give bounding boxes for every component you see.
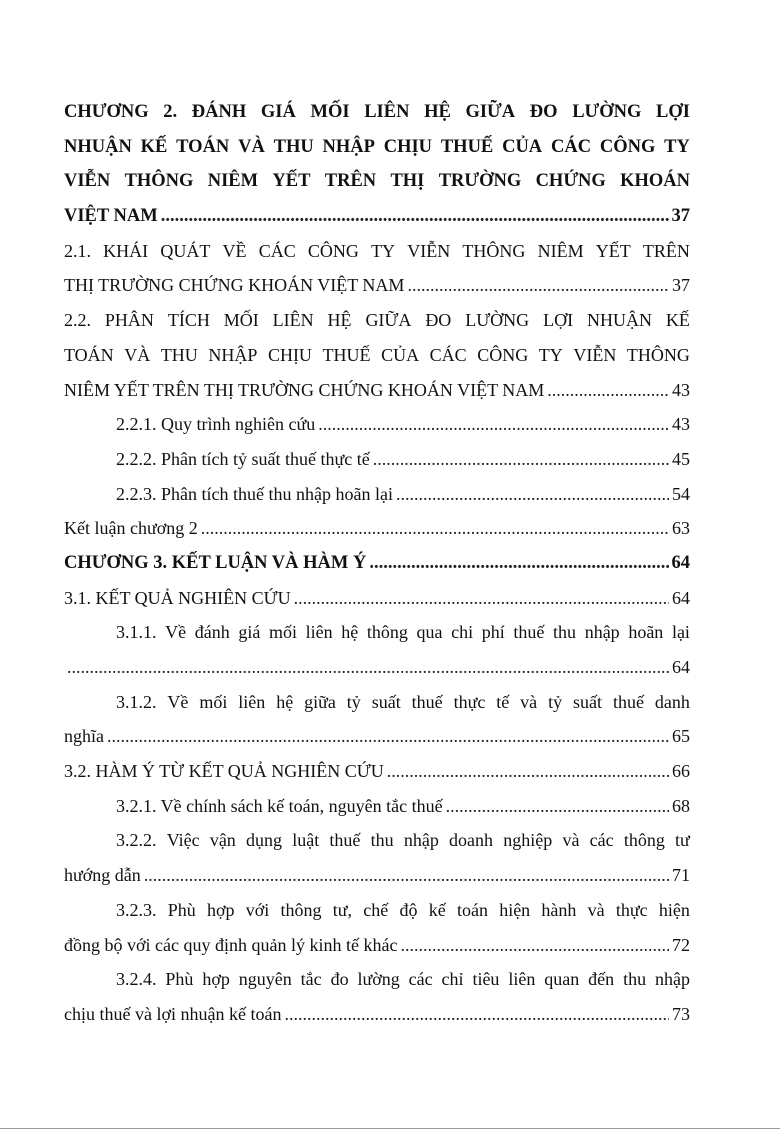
toc-page-number: 63 (672, 518, 690, 539)
toc-word: CÔNG (477, 344, 529, 365)
toc-line-s21-l2[interactable] (64, 268, 690, 303)
toc-word: TÍCH (167, 310, 210, 331)
toc-word: hành (541, 899, 577, 920)
toc-word: LIÊN (272, 310, 314, 331)
toc-word: thu (623, 969, 647, 990)
toc-word: VIỄN (407, 240, 451, 261)
toc-word: THUẾ (440, 136, 494, 157)
toc-line-text (64, 303, 690, 338)
toc-word: hiện (499, 899, 531, 920)
toc-word: lường (357, 969, 400, 990)
toc-word: nhập (584, 622, 620, 643)
toc-word: lại (671, 622, 690, 643)
toc-word: QUÁT (160, 240, 211, 261)
toc-word: chế (363, 899, 389, 920)
toc-word: LIÊN (364, 102, 410, 122)
toc-word: độ (399, 899, 418, 920)
toc-word: luật (292, 830, 320, 851)
toc-word: liên (238, 691, 266, 712)
toc-word: hoãn (628, 622, 664, 643)
toc-word: hệ (341, 622, 359, 643)
toc-word: CHỊU (267, 344, 312, 365)
dot-leader (284, 997, 669, 1032)
toc-word: quan (544, 969, 580, 990)
toc-entry-title: đồng bộ với các quy định quản lý kinh tế khác (64, 934, 398, 955)
toc-entry-title: 2.2.2. Phân tích tỷ suất thuế thực tế (116, 448, 370, 469)
toc-word: CHỨNG (535, 171, 606, 192)
toc-line-text (116, 962, 690, 997)
toc-word: hệ (276, 691, 294, 712)
toc-word: hợp (206, 899, 235, 920)
toc-word: hiện (658, 899, 690, 920)
toc-word: tỷ (346, 691, 361, 712)
toc-word: VIỄN (64, 171, 111, 192)
toc-word: CHỊU (383, 136, 433, 157)
toc-word: CÁC (429, 344, 467, 365)
toc-word: KẾ (140, 136, 168, 157)
toc-page-number: 54 (672, 483, 690, 504)
toc-entry-title: 3.2.1. Về chính sách kế toán, nguyên tắc thuế (116, 795, 443, 816)
toc-word: nhập (403, 830, 439, 851)
toc-word: tắc (300, 969, 322, 990)
toc-word: THÔNG (626, 344, 690, 365)
toc-line-s221[interactable] (64, 407, 690, 442)
dot-leader (107, 719, 669, 754)
toc-entry-title: 3.1. KẾT QUẢ NGHIÊN CỨU (64, 587, 291, 608)
toc-word: và (520, 691, 538, 712)
toc-word: với (245, 899, 270, 920)
toc-word: 2.1. (64, 240, 91, 261)
page-bottom-border (0, 1128, 780, 1136)
toc-word: LƯỜNG (572, 102, 642, 122)
toc-word: THU (273, 136, 314, 157)
toc-word: MỐI (223, 310, 259, 331)
toc-word: tiêu (472, 969, 500, 990)
toc-word: VÀ (124, 344, 151, 365)
toc-word: THÔNG (462, 240, 526, 261)
toc-word: liên (508, 969, 536, 990)
toc-page-number: 65 (672, 726, 690, 747)
toc-word: TRÊN (642, 240, 690, 261)
toc-entry-title: nghĩa (64, 726, 104, 747)
toc-word: 3.1.1. (116, 622, 157, 643)
toc-word: CHƯƠNG (64, 102, 149, 122)
toc-page-number: 64 (672, 657, 690, 677)
toc-word: HỆ (424, 102, 451, 122)
dot-leader (144, 858, 669, 893)
toc-word: đo (330, 969, 349, 990)
toc-word: thuế (612, 691, 644, 712)
toc-word: CÔNG (307, 240, 359, 261)
toc-word: và (562, 830, 580, 851)
toc-entry-title: 2.2.1. Quy trình nghiên cứu (116, 414, 316, 435)
toc-page-number: 64 (671, 552, 690, 573)
toc-word: mối (199, 691, 228, 712)
toc-word: PHÂN (104, 310, 154, 331)
toc-page-number: 37 (672, 275, 690, 296)
toc-word: NHẬP (208, 344, 258, 365)
dot-leader (387, 754, 669, 789)
toc-word: nguyên (238, 969, 292, 990)
toc-entry-title: NIÊM YẾT TRÊN THỊ TRƯỜNG CHỨNG KHOÁN VIỆT NAM (64, 379, 545, 400)
toc-line-ch2-l4[interactable] (64, 199, 690, 234)
toc-entry-title: Kết luận chương 2 (64, 518, 198, 539)
table-of-contents (64, 95, 690, 1032)
toc-line-s32[interactable] (64, 754, 690, 789)
toc-page-number: 43 (672, 414, 690, 435)
toc-word: 2. (163, 102, 178, 122)
toc-page-number: 68 (672, 795, 690, 816)
toc-line-s322-l2[interactable] (64, 858, 690, 893)
toc-line-s324-l2[interactable] (64, 997, 690, 1032)
toc-line-s22-l2[interactable] (64, 338, 690, 373)
toc-word: 3.2.3. (116, 899, 157, 920)
toc-word: NHUẬN (587, 310, 652, 331)
toc-word: KHOÁN (620, 171, 690, 192)
toc-entry-title: 3.2. HÀM Ý TỪ KẾT QUẢ NGHIÊN CỨU (64, 761, 384, 782)
toc-word: TOÁN (64, 344, 114, 365)
toc-line-s321[interactable] (64, 789, 690, 824)
toc-word: NIÊM (207, 171, 259, 192)
toc-word: THÔNG (124, 171, 194, 192)
toc-line-ch2-l2[interactable] (64, 130, 690, 165)
dot-leader (373, 442, 669, 477)
toc-page-number: 66 (672, 761, 690, 782)
toc-word: dụng (246, 830, 283, 851)
toc-line-s323-l1[interactable] (64, 893, 690, 928)
toc-word: NIÊM (537, 240, 584, 261)
toc-word: 3.1.2. (116, 691, 157, 712)
dot-leader (369, 546, 668, 581)
toc-word: nghiệp (503, 830, 553, 851)
toc-line-text (64, 164, 690, 199)
toc-word: ĐÁNH (191, 102, 247, 122)
toc-word: các (589, 830, 614, 851)
toc-word: ĐO (425, 310, 452, 331)
toc-word: 3.2.2. (116, 830, 157, 851)
toc-word: Về (165, 622, 187, 643)
toc-word: nhập (654, 969, 690, 990)
toc-line-text (116, 823, 690, 858)
toc-word: CỦA (502, 136, 543, 157)
toc-word: toán (456, 899, 488, 920)
toc-word: Phù (165, 969, 194, 990)
toc-line-s22-l3[interactable] (64, 373, 690, 408)
toc-line-s312-l2[interactable] (64, 719, 690, 754)
toc-word: TY (371, 240, 396, 261)
toc-line-s311-l1[interactable] (64, 615, 690, 650)
toc-word: THU (160, 344, 198, 365)
toc-word: thuế (411, 691, 443, 712)
toc-page-number: 64 (672, 587, 690, 608)
toc-word: TRÊN (324, 171, 377, 192)
toc-line-s324-l1[interactable] (64, 962, 690, 997)
toc-word: suất (573, 691, 603, 712)
toc-entry-title: VIỆT NAM (64, 206, 158, 227)
toc-word: thuế (513, 622, 545, 643)
dot-leader (161, 199, 669, 234)
toc-line-ch2-l3[interactable] (64, 164, 690, 199)
toc-word: đến (588, 969, 615, 990)
dot-leader (407, 268, 669, 303)
toc-word: hợp (202, 969, 230, 990)
dot-leader (294, 581, 669, 616)
toc-line-s322-l1[interactable] (64, 823, 690, 858)
toc-line-text (64, 338, 690, 373)
toc-line-ch3[interactable] (64, 546, 690, 581)
toc-word: thông (623, 830, 665, 851)
toc-line-s311-l2[interactable] (64, 650, 690, 685)
toc-word: giá (238, 622, 261, 643)
toc-word: thuế (329, 830, 361, 851)
toc-word: VIỄN (573, 344, 617, 365)
toc-word: tư, (332, 899, 353, 920)
toc-word: thông (280, 899, 322, 920)
toc-word: TRƯỜNG (438, 171, 522, 192)
toc-word: tế (496, 691, 510, 712)
toc-line-s312-l1[interactable] (64, 685, 690, 720)
toc-word: chỉ (441, 969, 464, 990)
toc-word: GIỮA (465, 102, 516, 122)
toc-line-s222[interactable] (64, 442, 690, 477)
toc-word: CÔNG (599, 136, 656, 157)
toc-word: LƯỜNG (465, 310, 530, 331)
toc-line-text (64, 130, 690, 165)
toc-word: liên (305, 622, 333, 643)
toc-word: YẾT (595, 240, 631, 261)
toc-word: TOÁN (176, 136, 230, 157)
toc-word: KẾ (665, 310, 690, 331)
toc-line-ch2-l1[interactable] (64, 95, 690, 130)
toc-page-number: 37 (671, 206, 690, 227)
toc-word: tỷ (548, 691, 563, 712)
toc-word: MỐI (310, 102, 350, 122)
toc-line-s22-l1[interactable] (64, 303, 690, 338)
dot-leader (396, 477, 669, 512)
toc-word: NHUẬN (64, 136, 132, 157)
toc-line-kl2[interactable] (64, 511, 690, 546)
toc-word: đánh (194, 622, 230, 643)
toc-word: tư (675, 830, 690, 851)
toc-page-number: 43 (672, 379, 690, 400)
toc-entry-title: hướng dẫn (64, 865, 141, 886)
toc-word: LỢI (543, 310, 574, 331)
toc-word: thu (370, 830, 394, 851)
toc-word: Phù (167, 899, 196, 920)
toc-word: doanh (449, 830, 494, 851)
toc-line-text (116, 893, 690, 928)
dot-leader (201, 511, 669, 546)
dot-leader (547, 373, 669, 408)
toc-page-number: 45 (672, 448, 690, 469)
toc-entry-title: THỊ TRƯỜNG CHỨNG KHOÁN VIỆT NAM (64, 275, 405, 296)
toc-word: giữa (304, 691, 336, 712)
toc-word: phí (481, 622, 505, 643)
dot-leader (67, 650, 669, 685)
toc-page-number: 72 (672, 934, 690, 955)
toc-word: THỊ (390, 171, 425, 192)
toc-word: danh (654, 691, 690, 712)
toc-word: YẾT (272, 171, 311, 192)
toc-word: THUẾ (322, 344, 371, 365)
toc-word: suất (371, 691, 401, 712)
toc-word: 3.2.4. (116, 969, 157, 990)
toc-word: mối (269, 622, 298, 643)
toc-entry-title: CHƯƠNG 3. KẾT LUẬN VÀ HÀM Ý (64, 552, 367, 573)
toc-page-number: 73 (672, 1003, 690, 1024)
toc-word: TY (664, 136, 690, 157)
toc-word: thực (453, 691, 486, 712)
toc-page-number: 71 (672, 865, 690, 886)
toc-word: thực (615, 899, 648, 920)
toc-word: vận (209, 830, 236, 851)
toc-word: CỦA (381, 344, 420, 365)
toc-line-text (64, 234, 690, 269)
toc-word: CÁC (550, 136, 592, 157)
toc-word: và (587, 899, 605, 920)
dot-leader (446, 789, 669, 824)
toc-word: VÀ (238, 136, 265, 157)
toc-entry-title: chịu thuế và lợi nhuận kế toán (64, 1003, 282, 1024)
toc-word: ĐO (529, 102, 558, 122)
toc-word: qua (416, 622, 443, 643)
toc-word: kế (428, 899, 446, 920)
toc-line-s31[interactable] (64, 581, 690, 616)
toc-word: LỢI (656, 102, 690, 122)
toc-word: chi (451, 622, 474, 643)
toc-word: GIỮA (365, 310, 412, 331)
toc-word: Việc (166, 830, 200, 851)
toc-line-text (64, 95, 690, 130)
toc-word: thu (553, 622, 577, 643)
dot-leader (400, 928, 669, 963)
toc-word: KHÁI (103, 240, 149, 261)
toc-word: VỀ (222, 240, 247, 261)
toc-entry-title: 2.2.3. Phân tích thuế thu nhập hoãn lại (116, 483, 393, 504)
dot-leader (318, 407, 669, 442)
toc-word: GIÁ (260, 102, 296, 122)
toc-line-text (116, 615, 690, 650)
toc-word: CÁC (258, 240, 296, 261)
toc-word: NHẬP (322, 136, 375, 157)
toc-word: thông (366, 622, 408, 643)
toc-line-s323-l2[interactable] (64, 928, 690, 963)
toc-word: các (408, 969, 433, 990)
toc-line-s21-l1[interactable] (64, 234, 690, 269)
toc-word: 2.2. (64, 310, 91, 331)
toc-line-text (116, 685, 690, 720)
toc-word: TY (538, 344, 563, 365)
toc-word: HỆ (327, 310, 352, 331)
toc-word: Về (167, 691, 189, 712)
toc-line-s223[interactable] (64, 477, 690, 512)
